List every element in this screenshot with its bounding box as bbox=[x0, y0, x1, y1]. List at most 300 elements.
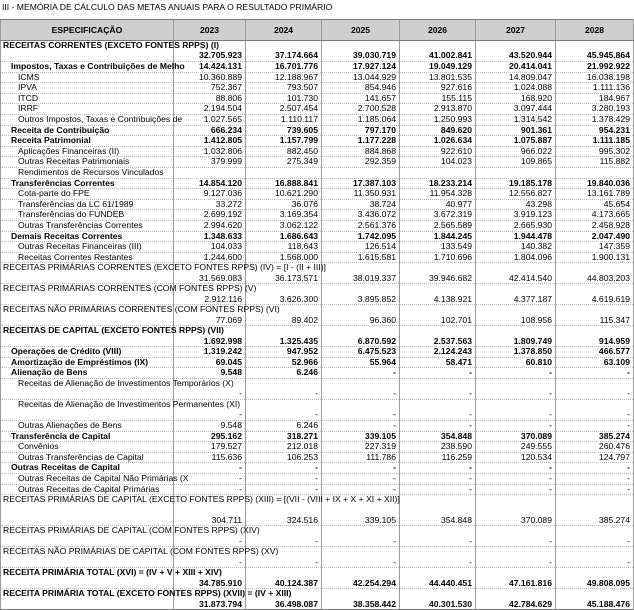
table-row bbox=[1, 431, 634, 442]
value-cell: 17.927.124 bbox=[322, 62, 400, 73]
value-cell: 13.801.535 bbox=[400, 72, 476, 83]
value-cell: 63.109 bbox=[556, 357, 634, 368]
table-row bbox=[1, 368, 634, 379]
value-cell: 882.450 bbox=[246, 146, 322, 157]
value-cell: 118.643 bbox=[246, 242, 322, 253]
value-cell: 3.919.123 bbox=[476, 210, 556, 221]
value-cell: - bbox=[322, 474, 400, 485]
row-label: Receitas de Alienação de Investimentos Temporários (X) bbox=[1, 379, 174, 400]
value-cell: 9.127.036 bbox=[174, 189, 246, 200]
value-cell: 354.848 bbox=[400, 431, 476, 442]
table-row bbox=[1, 526, 634, 547]
table-row bbox=[1, 178, 634, 189]
value-cell: 901.361 bbox=[476, 125, 556, 136]
value-cell: 69.045 bbox=[174, 357, 246, 368]
value-cell: 797.170 bbox=[322, 125, 400, 136]
table-row bbox=[1, 305, 634, 326]
value-cell: 49.808.095 bbox=[556, 568, 634, 589]
value-cell: 954.231 bbox=[556, 125, 634, 136]
value-cell: 2.994.620 bbox=[174, 220, 246, 231]
value-cell: 96.360 bbox=[322, 305, 400, 326]
header-year: 2023 bbox=[174, 20, 246, 41]
value-cell: 109.865 bbox=[476, 157, 556, 168]
row-label: Demais Receitas Correntes bbox=[1, 231, 174, 242]
value-cell: - bbox=[246, 526, 322, 547]
value-cell: 6.246 bbox=[246, 421, 322, 432]
value-cell: - bbox=[322, 368, 400, 379]
value-cell: 3.169.354 bbox=[246, 210, 322, 221]
value-cell: - bbox=[400, 400, 476, 421]
value-cell: - bbox=[322, 463, 400, 474]
value-cell: 1.177.228 bbox=[322, 136, 400, 147]
value-cell: 37.174.664 bbox=[246, 41, 322, 62]
table-row bbox=[1, 231, 634, 242]
value-cell: 32.705.923 bbox=[174, 41, 246, 62]
value-cell: 947.952 bbox=[246, 347, 322, 358]
value-cell: 260.476 bbox=[556, 442, 634, 453]
value-cell: 31.873.794 bbox=[174, 589, 246, 610]
value-cell: 19.185.178 bbox=[476, 178, 556, 189]
value-cell: - bbox=[322, 400, 400, 421]
value-cell: 58.471 bbox=[400, 357, 476, 368]
primary-result-table bbox=[0, 19, 634, 610]
value-cell: 2.458.928 bbox=[556, 220, 634, 231]
value-cell bbox=[322, 167, 400, 178]
value-cell: 1.900.131 bbox=[556, 252, 634, 263]
table-row bbox=[1, 242, 634, 253]
value-cell: 102.701 bbox=[400, 305, 476, 326]
value-cell: - bbox=[556, 463, 634, 474]
value-cell: - bbox=[246, 400, 322, 421]
value-cell: 10.360.889 bbox=[174, 72, 246, 83]
value-cell: - bbox=[174, 400, 246, 421]
row-label: ITCD bbox=[1, 93, 174, 104]
value-cell: 3.436.072 bbox=[322, 210, 400, 221]
value-cell: 20.414.041 bbox=[476, 62, 556, 73]
value-cell: - bbox=[556, 368, 634, 379]
value-cell: - bbox=[246, 474, 322, 485]
table-row bbox=[1, 589, 634, 610]
value-cell: 1.348.633 bbox=[174, 231, 246, 242]
value-cell: 21.992.922 bbox=[556, 62, 634, 73]
value-cell: 2.561.376 bbox=[322, 220, 400, 231]
value-cell: 42.254.294 bbox=[322, 568, 400, 589]
value-cell: - bbox=[556, 400, 634, 421]
value-cell: 1.110.117 bbox=[246, 114, 322, 125]
row-label: Cota-parte do FPE bbox=[1, 189, 174, 200]
value-cell: 42.414.540 bbox=[476, 263, 556, 284]
value-cell: 120.534 bbox=[476, 452, 556, 463]
table-row bbox=[1, 474, 634, 485]
row-label: Convênios bbox=[1, 442, 174, 453]
value-cell: 3.280.193 bbox=[556, 104, 634, 115]
value-cell: 1.157.799 bbox=[246, 136, 322, 147]
value-cell: 385.274 bbox=[556, 495, 634, 526]
row-label: Outras Receitas de Capital Não Primárias (X bbox=[1, 474, 174, 485]
row-label: RECEITA PRIMÁRIA TOTAL (EXCETO FONTES RPPS) (XVII) = (IV + XIII) bbox=[1, 589, 174, 610]
value-cell: 104.033 bbox=[174, 242, 246, 253]
row-label: RECEITA PRIMÁRIA TOTAL (XVI) = (IV + V + XIII + XIV) bbox=[1, 568, 174, 589]
value-cell: 1.027.565 bbox=[174, 114, 246, 125]
value-cell: 739.605 bbox=[246, 125, 322, 136]
row-label: RECEITAS CORRENTES (EXCETO FONTES RPPS) (I) bbox=[1, 41, 174, 62]
table-row bbox=[1, 72, 634, 83]
value-cell: 115.882 bbox=[556, 157, 634, 168]
value-cell bbox=[476, 167, 556, 178]
table-row bbox=[1, 452, 634, 463]
value-cell: 36.076 bbox=[246, 199, 322, 210]
row-label: Outras Receitas de Capital bbox=[1, 463, 174, 474]
value-cell: 1.804.096 bbox=[476, 252, 556, 263]
value-cell: 339.105 bbox=[322, 495, 400, 526]
value-cell: 13.044.929 bbox=[322, 72, 400, 83]
value-cell: 292.359 bbox=[322, 157, 400, 168]
value-cell: 126.514 bbox=[322, 242, 400, 253]
table-row bbox=[1, 136, 634, 147]
header-year: 2028 bbox=[556, 20, 634, 41]
value-cell: 179.527 bbox=[174, 442, 246, 453]
row-label: Receita de Contribuição bbox=[1, 125, 174, 136]
value-cell: - bbox=[322, 484, 400, 495]
value-cell: 40.977 bbox=[400, 199, 476, 210]
value-cell: - bbox=[174, 474, 246, 485]
row-label: Transferências do FUNDEB bbox=[1, 210, 174, 221]
value-cell: 1.244.600 bbox=[174, 252, 246, 263]
value-cell: - bbox=[174, 484, 246, 495]
value-cell: 89.402 bbox=[246, 305, 322, 326]
value-cell: 884.868 bbox=[322, 146, 400, 157]
value-cell: 115.636 bbox=[174, 452, 246, 463]
value-cell: 1.686.643 bbox=[246, 231, 322, 242]
value-cell: - bbox=[400, 484, 476, 495]
value-cell: 12.556.827 bbox=[476, 189, 556, 200]
value-cell: 3.672.319 bbox=[400, 210, 476, 221]
value-cell: - bbox=[476, 463, 556, 474]
value-cell: 60.810 bbox=[476, 357, 556, 368]
value-cell: - bbox=[556, 474, 634, 485]
table-row bbox=[1, 146, 634, 157]
value-cell: 3.895.852 bbox=[322, 284, 400, 305]
table-row bbox=[1, 125, 634, 136]
value-cell: 6.870.592 bbox=[322, 326, 400, 347]
value-cell: - bbox=[322, 421, 400, 432]
value-cell: 77.069 bbox=[174, 305, 246, 326]
value-cell: 238.590 bbox=[400, 442, 476, 453]
row-label: Outras Transferências Correntes bbox=[1, 220, 174, 231]
value-cell: 6.246 bbox=[246, 368, 322, 379]
row-label: Impostos, Taxas e Contribuições de Melho bbox=[1, 62, 174, 73]
value-cell: - bbox=[400, 526, 476, 547]
value-cell: 36.498.087 bbox=[246, 589, 322, 610]
value-cell: 19.049.129 bbox=[400, 62, 476, 73]
value-cell bbox=[246, 167, 322, 178]
table-row bbox=[1, 83, 634, 94]
row-label: Outros Impostos, Taxas e Contribuições de bbox=[1, 114, 174, 125]
value-cell: 45.654 bbox=[556, 199, 634, 210]
table-row bbox=[1, 442, 634, 453]
value-cell: 9.548 bbox=[174, 368, 246, 379]
table-row bbox=[1, 93, 634, 104]
value-cell: - bbox=[322, 547, 400, 568]
value-cell: - bbox=[174, 547, 246, 568]
value-cell: 4.619.619 bbox=[556, 284, 634, 305]
value-cell: - bbox=[476, 379, 556, 400]
value-cell: - bbox=[476, 484, 556, 495]
value-cell: 666.234 bbox=[174, 125, 246, 136]
row-label: Receita Patrimonial bbox=[1, 136, 174, 147]
value-cell: - bbox=[174, 526, 246, 547]
value-cell: 2.565.589 bbox=[400, 220, 476, 231]
table-row bbox=[1, 568, 634, 589]
value-cell: 1.844.245 bbox=[400, 231, 476, 242]
value-cell: - bbox=[400, 474, 476, 485]
row-label: Operações de Crédito (VIII) bbox=[1, 347, 174, 358]
value-cell: 1.319.242 bbox=[174, 347, 246, 358]
table-row bbox=[1, 284, 634, 305]
value-cell: 1.314.542 bbox=[476, 114, 556, 125]
value-cell: 133.549 bbox=[400, 242, 476, 253]
table-row bbox=[1, 400, 634, 421]
row-label: IPVA bbox=[1, 83, 174, 94]
table-row bbox=[1, 252, 634, 263]
table-row bbox=[1, 114, 634, 125]
value-cell: 111.786 bbox=[322, 452, 400, 463]
table-row bbox=[1, 495, 634, 526]
value-cell: - bbox=[322, 526, 400, 547]
value-cell: - bbox=[476, 526, 556, 547]
value-cell: 3.626.300 bbox=[246, 284, 322, 305]
value-cell: 38.019.337 bbox=[322, 263, 400, 284]
value-cell: 1.944.478 bbox=[476, 231, 556, 242]
value-cell: 104.023 bbox=[400, 157, 476, 168]
row-label: Transferência de Capital bbox=[1, 431, 174, 442]
value-cell: 10.621.290 bbox=[246, 189, 322, 200]
value-cell: 752.367 bbox=[174, 83, 246, 94]
value-cell: 1.026.634 bbox=[400, 136, 476, 147]
value-cell: 1.185.064 bbox=[322, 114, 400, 125]
row-label: Transferências Correntes bbox=[1, 178, 174, 189]
table-row bbox=[1, 189, 634, 200]
report-title: III - MEMÓRIA DE CÁLCULO DAS METAS ANUAIS PARA O RESULTADO PRIMÁRIO bbox=[2, 2, 333, 12]
row-label: Outras Receitas Financeiras (III) bbox=[1, 242, 174, 253]
value-cell: 927.616 bbox=[400, 83, 476, 94]
row-label: Rendimentos de Recursos Vinculados bbox=[1, 167, 174, 178]
value-cell: 922.610 bbox=[400, 146, 476, 157]
row-label: Aplicações Financeiras (II) bbox=[1, 146, 174, 157]
header-year: 2025 bbox=[322, 20, 400, 41]
table-row bbox=[1, 357, 634, 368]
table-row bbox=[1, 463, 634, 474]
value-cell: 9.548 bbox=[174, 421, 246, 432]
value-cell: 1.250.993 bbox=[400, 114, 476, 125]
value-cell: 2.665.930 bbox=[476, 220, 556, 231]
table-row bbox=[1, 421, 634, 432]
value-cell: 385.274 bbox=[556, 431, 634, 442]
value-cell: 275.349 bbox=[246, 157, 322, 168]
row-label: Outras Alienações de Bens bbox=[1, 421, 174, 432]
value-cell: - bbox=[400, 463, 476, 474]
value-cell: 12.188.967 bbox=[246, 72, 322, 83]
value-cell: 14.424.131 bbox=[174, 62, 246, 73]
value-cell: 39.030.719 bbox=[322, 41, 400, 62]
value-cell: 1.032.806 bbox=[174, 146, 246, 157]
value-cell: 33.272 bbox=[174, 199, 246, 210]
value-cell: 1.325.435 bbox=[246, 326, 322, 347]
value-cell: 16.888.841 bbox=[246, 178, 322, 189]
value-cell: 1.024.088 bbox=[476, 83, 556, 94]
value-cell: 2.537.563 bbox=[400, 326, 476, 347]
value-cell: 101.730 bbox=[246, 93, 322, 104]
table-row bbox=[1, 547, 634, 568]
value-cell: 304.711 bbox=[174, 495, 246, 526]
value-cell: 2.912.116 bbox=[174, 284, 246, 305]
row-label: Outras Transferências de Capital bbox=[1, 452, 174, 463]
header-year: 2024 bbox=[246, 20, 322, 41]
table-row bbox=[1, 157, 634, 168]
value-cell: 43.298 bbox=[476, 199, 556, 210]
table-row bbox=[1, 220, 634, 231]
value-cell: 19.840.036 bbox=[556, 178, 634, 189]
value-cell: - bbox=[246, 547, 322, 568]
value-cell: 1.075.887 bbox=[476, 136, 556, 147]
value-cell: 141.657 bbox=[322, 93, 400, 104]
value-cell: 16.038.198 bbox=[556, 72, 634, 83]
value-cell: 38.358.442 bbox=[322, 589, 400, 610]
value-cell: 3.097.444 bbox=[476, 104, 556, 115]
value-cell: 168.920 bbox=[476, 93, 556, 104]
value-cell: 370.089 bbox=[476, 495, 556, 526]
header-year: 2026 bbox=[400, 20, 476, 41]
value-cell: 106.253 bbox=[246, 452, 322, 463]
value-cell: - bbox=[174, 463, 246, 474]
value-cell: 2.124.243 bbox=[400, 347, 476, 358]
value-cell: 227.319 bbox=[322, 442, 400, 453]
value-cell: - bbox=[400, 421, 476, 432]
value-cell: - bbox=[556, 421, 634, 432]
value-cell: 11.350.931 bbox=[322, 189, 400, 200]
table-row bbox=[1, 347, 634, 358]
value-cell bbox=[174, 167, 246, 178]
table-row bbox=[1, 41, 634, 62]
row-label: ICMS bbox=[1, 72, 174, 83]
row-label: Outras Receitas Patrimoniais bbox=[1, 157, 174, 168]
value-cell: 295.162 bbox=[174, 431, 246, 442]
value-cell: 34.785.910 bbox=[174, 568, 246, 589]
value-cell: 31.569.083 bbox=[174, 263, 246, 284]
value-cell: 47.161.816 bbox=[476, 568, 556, 589]
value-cell: 16.701.776 bbox=[246, 62, 322, 73]
value-cell: 2.913.870 bbox=[400, 104, 476, 115]
value-cell: 39.946.682 bbox=[400, 263, 476, 284]
value-cell bbox=[556, 167, 634, 178]
value-cell: 41.002.841 bbox=[400, 41, 476, 62]
value-cell: 140.382 bbox=[476, 242, 556, 253]
value-cell: 1.742.095 bbox=[322, 231, 400, 242]
value-cell: 1.809.749 bbox=[476, 326, 556, 347]
value-cell: 1.111.136 bbox=[556, 83, 634, 94]
row-label: RECEITAS PRIMÁRIAS CORRENTES (EXCETO FONTES RPPS) (IV) = [I - (II + III)] bbox=[1, 263, 174, 284]
row-label: Receitas de Alienação de Investimentos Permanentes (XI) bbox=[1, 400, 174, 421]
value-cell: 38.724 bbox=[322, 199, 400, 210]
value-cell: 914.959 bbox=[556, 326, 634, 347]
row-label: Outras Receitas de Capital Primárias bbox=[1, 484, 174, 495]
value-cell: 11.954.328 bbox=[400, 189, 476, 200]
row-label: Alienação de Bens bbox=[1, 368, 174, 379]
value-cell: 854.946 bbox=[322, 83, 400, 94]
value-cell: 14.854.120 bbox=[174, 178, 246, 189]
value-cell: 147.359 bbox=[556, 242, 634, 253]
value-cell: - bbox=[246, 463, 322, 474]
value-cell: 44.803.203 bbox=[556, 263, 634, 284]
value-cell: 1.568.000 bbox=[246, 252, 322, 263]
value-cell: 13.161.789 bbox=[556, 189, 634, 200]
value-cell: - bbox=[246, 484, 322, 495]
value-cell: 318.271 bbox=[246, 431, 322, 442]
value-cell: 40.301.530 bbox=[400, 589, 476, 610]
value-cell: 43.520.944 bbox=[476, 41, 556, 62]
value-cell: 36.173.571 bbox=[246, 263, 322, 284]
value-cell: 849.620 bbox=[400, 125, 476, 136]
row-label: RECEITAS PRIMÁRIAS DE CAPITAL (COM FONTES RPPS) (XIV) bbox=[1, 526, 174, 547]
table-row bbox=[1, 167, 634, 178]
row-label: Receitas Correntes Restantes bbox=[1, 252, 174, 263]
table-row bbox=[1, 379, 634, 400]
value-cell bbox=[400, 167, 476, 178]
value-cell: 2.194.504 bbox=[174, 104, 246, 115]
value-cell: 379.999 bbox=[174, 157, 246, 168]
value-cell: 108.956 bbox=[476, 305, 556, 326]
value-cell: 17.387.103 bbox=[322, 178, 400, 189]
row-label: Amortização de Empréstimos (IX) bbox=[1, 357, 174, 368]
value-cell: - bbox=[476, 547, 556, 568]
value-cell: - bbox=[476, 474, 556, 485]
value-cell: - bbox=[322, 379, 400, 400]
table-row bbox=[1, 484, 634, 495]
value-cell: 354.848 bbox=[400, 495, 476, 526]
value-cell: - bbox=[476, 368, 556, 379]
value-cell: 155.115 bbox=[400, 93, 476, 104]
value-cell: 45.188.476 bbox=[556, 589, 634, 610]
value-cell: 88.806 bbox=[174, 93, 246, 104]
value-cell: 115.347 bbox=[556, 305, 634, 326]
value-cell: 42.784.629 bbox=[476, 589, 556, 610]
value-cell: 40.124.387 bbox=[246, 568, 322, 589]
value-cell: 4.138.921 bbox=[400, 284, 476, 305]
value-cell: 2.699.192 bbox=[174, 210, 246, 221]
value-cell: 793.507 bbox=[246, 83, 322, 94]
value-cell: 6.475.523 bbox=[322, 347, 400, 358]
table-row bbox=[1, 104, 634, 115]
table-row bbox=[1, 199, 634, 210]
value-cell: 52.966 bbox=[246, 357, 322, 368]
row-label: RECEITAS NÃO PRIMÁRIAS CORRENTES (COM FONTES RPPS) (VI) bbox=[1, 305, 174, 326]
header-row bbox=[1, 20, 634, 41]
value-cell: 116.259 bbox=[400, 452, 476, 463]
row-label: IRRF bbox=[1, 104, 174, 115]
table-row bbox=[1, 263, 634, 284]
value-cell: 4.377.187 bbox=[476, 284, 556, 305]
value-cell: - bbox=[556, 526, 634, 547]
value-cell: 995.302 bbox=[556, 146, 634, 157]
value-cell: 124.797 bbox=[556, 452, 634, 463]
value-cell: 1.710.696 bbox=[400, 252, 476, 263]
value-cell: 2.507.454 bbox=[246, 104, 322, 115]
header-spec: ESPECIFICAÇÃO bbox=[1, 20, 174, 41]
header-year: 2027 bbox=[476, 20, 556, 41]
value-cell: - bbox=[246, 379, 322, 400]
value-cell: 1.692.998 bbox=[174, 326, 246, 347]
value-cell: 1.615.581 bbox=[322, 252, 400, 263]
